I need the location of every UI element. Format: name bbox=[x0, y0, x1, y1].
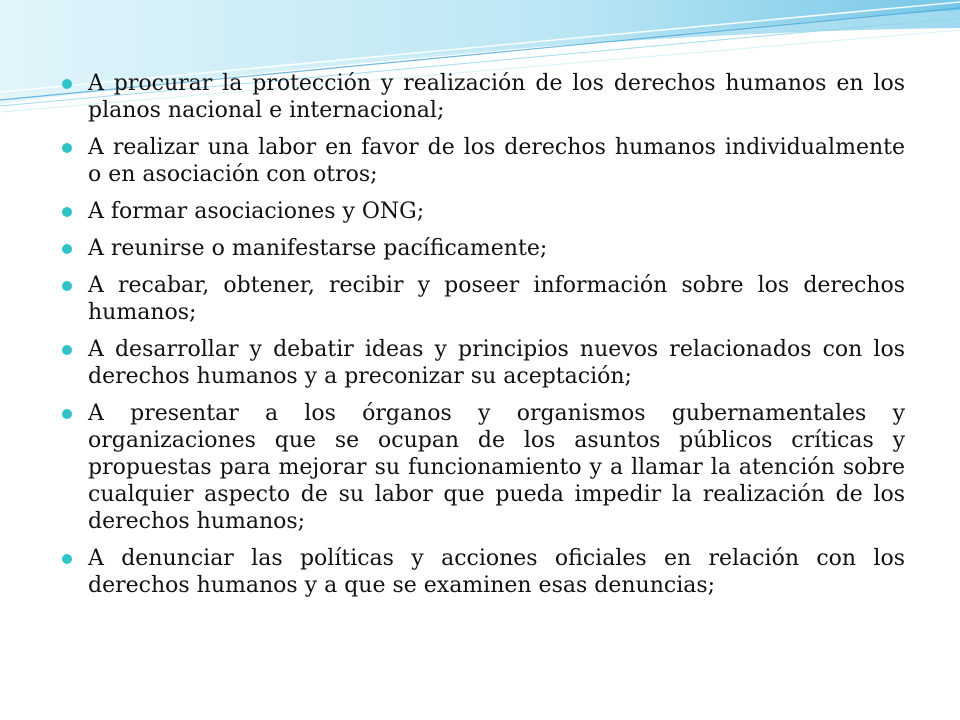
list-item bbox=[60, 134, 905, 188]
list-item-text: A recabar, obtener, recibir y poseer información sobre los derechos humanos; bbox=[88, 273, 905, 325]
bullet-icon bbox=[62, 244, 72, 254]
bullet-icon bbox=[62, 207, 72, 217]
bullet-icon bbox=[62, 554, 72, 564]
list-item bbox=[60, 545, 905, 599]
list-item bbox=[60, 70, 905, 124]
list-item bbox=[60, 400, 905, 535]
list-item-text: A realizar una labor en favor de los derechos humanos individualmente o en asociación con otros; bbox=[88, 135, 905, 187]
bullet-icon bbox=[62, 409, 72, 419]
list-item-text: A denunciar las políticas y acciones oficiales en relación con los derechos humanos y a que se examinen esas denuncias; bbox=[88, 546, 905, 598]
list-item-text: A procurar la protección y realización de los derechos humanos en los planos nacional e internacional; bbox=[88, 71, 905, 123]
bullet-icon bbox=[62, 143, 72, 153]
list-item-text: A reunirse o manifestarse pacíficamente; bbox=[88, 236, 548, 261]
list-item-text: A presentar a los órganos y organismos gubernamentales y organizaciones que se ocupan de los asuntos públicos críticas y propuestas para mejorar su funcionamiento y a llamar la atención sobre cualquier aspecto de su labor que pueda impedir la realización de los derechos humanos; bbox=[88, 401, 905, 534]
list-item-text: A formar asociaciones y ONG; bbox=[88, 199, 425, 224]
list-item bbox=[60, 235, 905, 262]
list-item bbox=[60, 272, 905, 326]
list-item bbox=[60, 336, 905, 390]
bullet-icon bbox=[62, 345, 72, 355]
bullet-icon bbox=[62, 79, 72, 89]
bullet-icon bbox=[62, 281, 72, 291]
list-item bbox=[60, 198, 905, 225]
list-item-text: A desarrollar y debatir ideas y principios nuevos relacionados con los derechos humanos y a preconizar su aceptación; bbox=[88, 337, 905, 389]
rights-bullet-list bbox=[60, 70, 905, 609]
